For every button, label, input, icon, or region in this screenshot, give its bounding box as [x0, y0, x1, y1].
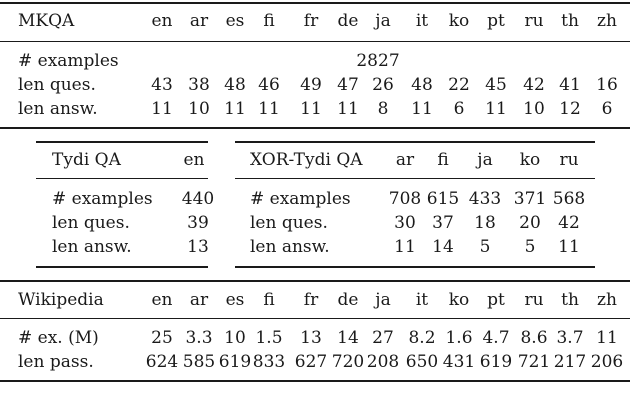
wiki-lang-header: es	[225, 290, 245, 310]
wiki-lang-header: en	[151, 290, 173, 310]
mkqa-cell: 11	[258, 99, 280, 119]
mkqa-lang-header: pt	[487, 11, 505, 31]
mkqa-cell: 11	[485, 99, 507, 119]
xor-cell: 708	[388, 189, 422, 209]
xor-lang-header: ja	[477, 150, 493, 170]
mkqa-row-label: len answ.	[18, 99, 98, 119]
wiki-cell: 720	[331, 352, 365, 372]
tydi-bottom-rule	[36, 266, 208, 268]
wiki-cell: 8.6	[520, 328, 548, 348]
mkqa-lang-header: zh	[597, 11, 617, 31]
xor-lang-header: fi	[437, 150, 449, 170]
wiki-lang-header: zh	[597, 290, 617, 310]
tydi-row-label: len answ.	[52, 237, 132, 257]
xor-cell: 18	[474, 213, 496, 233]
mkqa-row-label: len ques.	[18, 75, 96, 95]
wiki-lang-header: ja	[375, 290, 391, 310]
mkqa-cell: 10	[523, 99, 545, 119]
wiki-title: Wikipedia	[18, 290, 104, 310]
mkqa-cell: 48	[224, 75, 246, 95]
wiki-cell: 1.6	[445, 328, 473, 348]
xor-cell: 371	[513, 189, 547, 209]
mkqa-cell: 38	[188, 75, 210, 95]
wiki-cell: 624	[145, 352, 179, 372]
mkqa-cell: 41	[559, 75, 581, 95]
tydi-lang-header: en	[183, 150, 205, 170]
tydi-cell: 39	[187, 213, 209, 233]
tydi-title: Tydi QA	[52, 150, 121, 170]
tydi-mid-rule	[36, 178, 208, 179]
wiki-lang-header: fi	[263, 290, 275, 310]
xor-cell: 433	[468, 189, 502, 209]
wiki-cell: 208	[366, 352, 400, 372]
mkqa-cell: 11	[337, 99, 359, 119]
mkqa-cell: 10	[188, 99, 210, 119]
wiki-cell: 217	[553, 352, 587, 372]
xor-cell: 30	[394, 213, 416, 233]
wiki-bottom-rule	[0, 380, 630, 382]
xor-row-label: # examples	[250, 189, 351, 209]
wiki-cell: 8.2	[408, 328, 436, 348]
mkqa-lang-header: de	[337, 11, 359, 31]
wiki-cell: 3.3	[185, 328, 213, 348]
mkqa-cell: 11	[224, 99, 246, 119]
xor-cell: 37	[432, 213, 454, 233]
mkqa-lang-header: ko	[448, 11, 470, 31]
tydi-cell: 13	[187, 237, 209, 257]
wiki-cell: 13	[300, 328, 322, 348]
mkqa-bottom-rule	[0, 127, 630, 129]
mkqa-top-rule	[0, 2, 630, 4]
mkqa-lang-header: th	[561, 11, 579, 31]
wiki-cell: 206	[590, 352, 624, 372]
xor-row-label: len answ.	[250, 237, 330, 257]
mkqa-cell: 11	[151, 99, 173, 119]
wiki-cell: 627	[294, 352, 328, 372]
xor-cell: 615	[426, 189, 460, 209]
tydi-row-label: len ques.	[52, 213, 130, 233]
wiki-lang-header: de	[337, 290, 359, 310]
mkqa-cell: 47	[337, 75, 359, 95]
mkqa-lang-header: fr	[303, 11, 319, 31]
mkqa-lang-header: it	[415, 11, 429, 31]
wiki-lang-header: it	[415, 290, 429, 310]
xor-cell: 5	[524, 237, 536, 257]
mkqa-cell: 16	[596, 75, 618, 95]
xor-bottom-rule	[235, 266, 595, 268]
xor-lang-header: ko	[519, 150, 541, 170]
xor-mid-rule	[235, 178, 595, 179]
mkqa-lang-header: ru	[524, 11, 544, 31]
mkqa-lang-header: es	[225, 11, 245, 31]
xor-cell: 5	[479, 237, 491, 257]
xor-cell: 20	[519, 213, 541, 233]
mkqa-cell: 11	[300, 99, 322, 119]
mkqa-cell: 6	[453, 99, 465, 119]
wiki-row-label: len pass.	[18, 352, 94, 372]
mkqa-cell: 46	[258, 75, 280, 95]
wiki-cell: 650	[405, 352, 439, 372]
mkqa-lang-header: ja	[375, 11, 391, 31]
xor-lang-header: ru	[559, 150, 579, 170]
xor-row-label: len ques.	[250, 213, 328, 233]
mkqa-cell: 48	[411, 75, 433, 95]
mkqa-title: MKQA	[18, 11, 75, 31]
wiki-cell: 14	[337, 328, 359, 348]
mkqa-merged-value: 2827	[356, 51, 400, 71]
wiki-top-rule	[0, 280, 630, 282]
mkqa-cell: 6	[601, 99, 613, 119]
xor-lang-header: ar	[395, 150, 415, 170]
mkqa-lang-header: fi	[263, 11, 275, 31]
xor-cell: 14	[432, 237, 454, 257]
wiki-cell: 833	[252, 352, 286, 372]
xor-title: XOR-Tydi QA	[250, 150, 363, 170]
wiki-lang-header: th	[561, 290, 579, 310]
wiki-lang-header: pt	[487, 290, 505, 310]
mkqa-cell: 11	[411, 99, 433, 119]
xor-cell: 568	[552, 189, 586, 209]
wiki-lang-header: fr	[303, 290, 319, 310]
wiki-row-label: # ex. (M)	[18, 328, 99, 348]
wiki-cell: 1.5	[255, 328, 283, 348]
wiki-cell: 431	[442, 352, 476, 372]
mkqa-cell: 8	[377, 99, 389, 119]
xor-cell: 42	[558, 213, 580, 233]
wiki-cell: 721	[517, 352, 551, 372]
tydi-row-label: # examples	[52, 189, 153, 209]
xor-cell: 11	[558, 237, 580, 257]
mkqa-cell: 45	[485, 75, 507, 95]
wiki-lang-header: ko	[448, 290, 470, 310]
xor-top-rule	[235, 141, 595, 143]
wiki-mid-rule	[0, 318, 630, 319]
mkqa-cell: 42	[523, 75, 545, 95]
mkqa-cell: 49	[300, 75, 322, 95]
wiki-cell: 619	[218, 352, 252, 372]
wiki-cell: 585	[182, 352, 216, 372]
xor-cell: 11	[394, 237, 416, 257]
tydi-top-rule	[36, 141, 208, 143]
wiki-cell: 27	[372, 328, 394, 348]
wiki-cell: 11	[596, 328, 618, 348]
wiki-lang-header: ar	[189, 290, 209, 310]
tydi-cell: 440	[181, 189, 215, 209]
mkqa-cell: 43	[151, 75, 173, 95]
wiki-cell: 25	[151, 328, 173, 348]
mkqa-cell: 12	[559, 99, 581, 119]
mkqa-mid-rule	[0, 41, 630, 42]
wiki-cell: 4.7	[482, 328, 510, 348]
wiki-cell: 619	[479, 352, 513, 372]
mkqa-cell: 26	[372, 75, 394, 95]
wiki-lang-header: ru	[524, 290, 544, 310]
wiki-cell: 3.7	[556, 328, 584, 348]
wiki-cell: 10	[224, 328, 246, 348]
mkqa-row-label: # examples	[18, 51, 119, 71]
mkqa-lang-header: ar	[189, 11, 209, 31]
mkqa-cell: 22	[448, 75, 470, 95]
mkqa-lang-header: en	[151, 11, 173, 31]
